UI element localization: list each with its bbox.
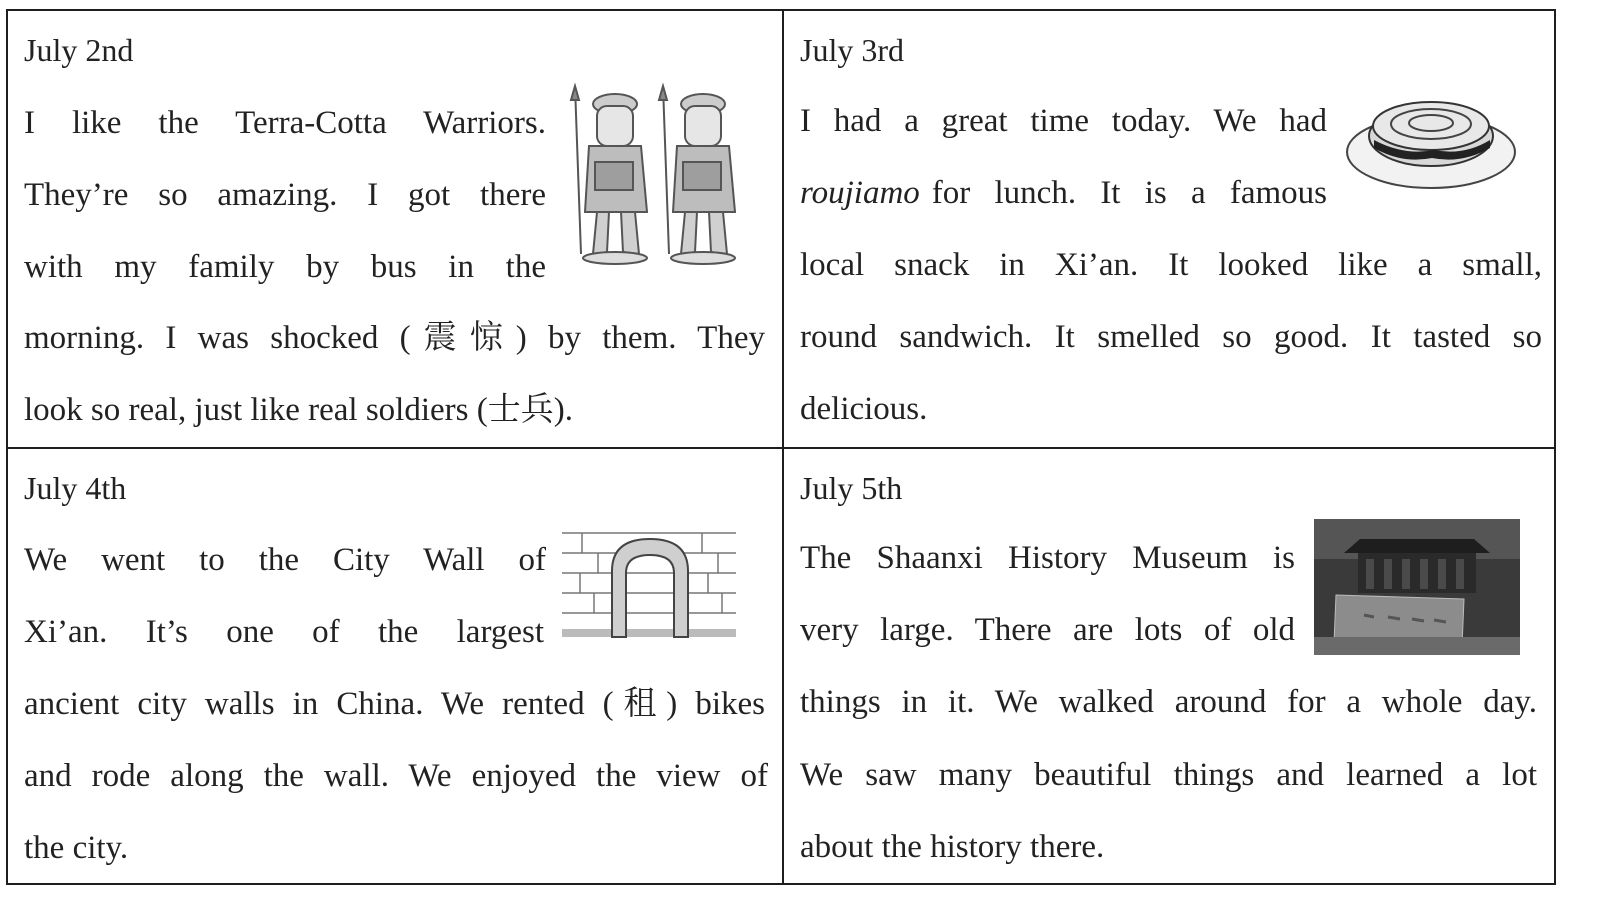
- entry-line-rest: for lunch. It is a famous: [931, 175, 1327, 211]
- entry-line: the city.: [24, 830, 129, 866]
- terracotta-warriors-icon: [567, 82, 751, 272]
- entry-line: I like the Terra-Cotta Warriors.: [24, 105, 546, 141]
- entry-line: We went to the City Wall of: [24, 542, 546, 578]
- entry-line: Xi’an. It’s one of the largest: [24, 614, 544, 650]
- entry-date: July 3rd: [800, 32, 904, 68]
- entry-date: July 4th: [24, 470, 127, 506]
- entry-line: I had a great time today. We had: [800, 103, 1327, 139]
- entry-line: local snack in Xi’an. It looked like a small,: [800, 247, 1542, 283]
- entry-line: The Shaanxi History Museum is: [800, 540, 1295, 576]
- city-wall-gate-icon: [562, 523, 736, 643]
- entry-date: July 5th: [800, 470, 903, 506]
- entry-line: about the history there.: [800, 829, 1105, 865]
- roujiamo-icon: [1344, 76, 1518, 194]
- entry-line: and rode along the wall. We enjoyed the view of: [24, 758, 768, 794]
- entry-line: with my family by bus in the: [24, 249, 546, 285]
- museum-photo-icon: [1314, 519, 1520, 655]
- entry-line: We saw many beautiful things and learned a lot: [800, 757, 1537, 793]
- entry-line: [800, 173, 1327, 213]
- entry-line: round sandwich. It smelled so good. It tasted so: [800, 319, 1542, 355]
- entry-line: morning. I was shocked (震惊) by them. They: [24, 320, 765, 356]
- entry-date: July 2nd: [24, 32, 134, 68]
- italic-word: roujiamo: [800, 175, 920, 211]
- entry-line: ancient city walls in China. We rented (租) bikes: [24, 686, 765, 722]
- entry-line: very large. There are lots of old: [800, 612, 1295, 648]
- entry-line: delicious.: [800, 391, 928, 427]
- entry-line: things in it. We walked around for a whole day.: [800, 684, 1537, 720]
- row-divider: [8, 447, 1554, 449]
- entry-line: look so real, just like real soldiers (士兵).: [24, 392, 573, 428]
- entry-line: They’re so amazing. I got there: [24, 177, 546, 213]
